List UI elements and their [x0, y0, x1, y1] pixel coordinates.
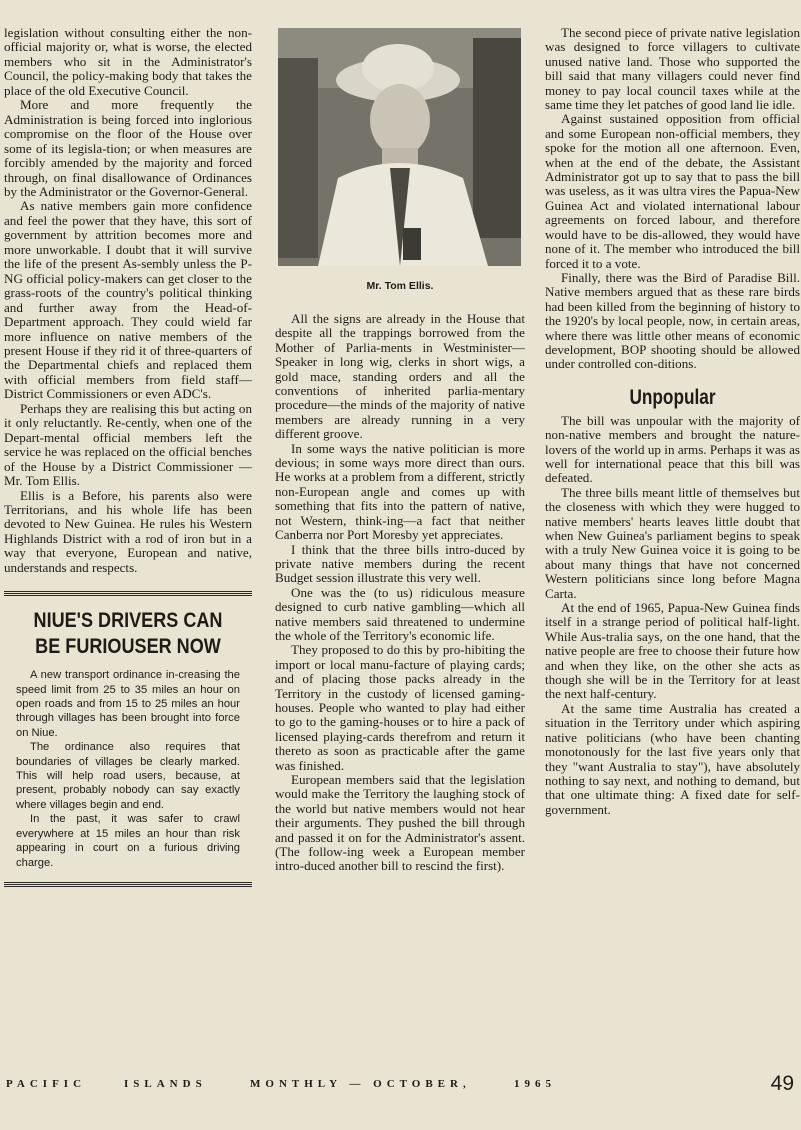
paragraph: I think that the three bills intro-duced by private native members during the recent Budget session illustrate this very well.	[275, 541, 525, 586]
paragraph: The ordinance also requires that boundaries of villages be clearly marked. This will help road users, because, at present, probably nobody can say exactly where villages begin and end.	[16, 741, 240, 811]
paragraph: At the end of 1965, Papua-New Guinea finds itself in a strange period of political half-light. While Aus-tralia says, on the one hand, that the native people are free to choose their future how and when they like, on the other she acts as though she will be in the Territory for at least the next half-century.	[545, 600, 800, 702]
portrait-photo	[278, 28, 521, 266]
headline-line-2: BE FURIOUSER NOW	[35, 635, 221, 659]
paragraph: The second piece of private native legislation was designed to force villagers to cultivate unused native land. Those who supported the bill said that many villagers could never find money to pay local council taxes while at the same time they let patches of good land lie idle.	[545, 25, 800, 113]
paragraph: One was the (to us) ridiculous measure designed to curb native gambling—which all native members said threatened to undermine the whole of the Territory's economic life.	[275, 584, 525, 643]
page-number: 49	[770, 1072, 794, 1095]
article-text-col1	[4, 26, 252, 575]
sidebar-headline	[21, 608, 234, 660]
paragraph: All the signs are already in the House that despite all the trappings borrowed from the Mother of Parlia-ments in Westminister—Speaker in long wig, clerks in short wigs, a gold mace, standing orders and all the conventions of inherited parlia-mentary procedure—the minds of the majority of native members are already running in a very different groove.	[275, 311, 525, 442]
article-text-col3b	[545, 414, 800, 817]
paragraph: At the same time Australia has created a situation in the Territory under which aspiring native politicians (who have been chanting monotonously for the last five years only that they "want Australia to stay"), have absolutely nothing to say next, and nothing to demand, but that one ultimate thing: A fixed date for self-government.	[545, 700, 800, 817]
portrait-image	[278, 28, 521, 266]
column-middle	[275, 28, 525, 874]
paragraph: The three bills meant little of themselves but the closeness with which they were hugged to native members' hearts leaves little doubt that when New Guinea's parliament begins to speak with a truly New Guinea voice it is going to be about many things that have not concerned Western politicians since long before Magna Carta.	[545, 484, 800, 601]
footer-word: PACIFIC	[6, 1078, 87, 1090]
photo-caption: Mr. Tom Ellis.	[366, 280, 434, 292]
paragraph: In some ways the native politician is more devious; in some ways more direct than ours. He works at a problem from a different, strictly non-European angle and comes up with something that fits into the pattern of native, not Western, think-ing—a fact that neither Canberra nor Port Moresby yet appreciates.	[275, 440, 525, 543]
column-left	[4, 26, 252, 887]
paragraph: Against sustained opposition from official and some European non-official members, they spoke for the motion all one afternoon. Even, when at the end of the debate, the Assistant Administrator got up to say that to pass the bill was useless, as it was ultra vires the Papua-New Guinea Act and violated international labour agreements on forced labour, and therefore would have to be dis-allowed, they would have none of it. The member who introduced the bill forced it to a vote.	[545, 111, 800, 271]
column-right	[545, 26, 800, 817]
paragraph: The bill was unpoular with the majority of non-native members and brought the nature-lovers of the world up in arms. Perhaps it was as well for international peace that this bill was defeated.	[545, 412, 800, 486]
paragraph: European members said that the legislation would make the Territory the laughing stock of the world but native members would not hear their arguments. They pushed the bill through and passed it on for the Administrator's assent. (The follow-ing week a European member intro-duced another bill to rescind the first).	[275, 772, 525, 874]
sidebar-text	[4, 668, 252, 870]
footer-year: 1965	[514, 1078, 556, 1090]
page-footer	[6, 1072, 796, 1108]
paragraph: A new transport ordinance in-creasing the speed limit from 25 to 35 miles an hour on open roads and from 15 to 25 miles an hour through villages has been brought into force on Niue.	[16, 669, 240, 739]
paragraph: Finally, there was the Bird of Paradise Bill. Native members argued that as these rare birds had been killed from the beginning of history to the 1920's by local people, now, in certain areas, where there was little other means of economic development, BOP shooting should be allowed under controlled con-ditions.	[545, 269, 800, 372]
sidebar-box	[4, 591, 252, 887]
article-text-col3a	[545, 26, 800, 372]
footer-word: ISLANDS	[124, 1078, 207, 1090]
paragraph: legislation without consulting either the non-official majority or, what is worse, the elected members who sit in the Administrator's Council, the policy-making body that takes the place of the old Executive Council.	[4, 25, 252, 98]
paragraph: In the past, it was safer to crawl everywhere at 15 miles an hour than risk appearing in court on a furious driving charge.	[16, 813, 240, 869]
paragraph: Ellis is a Before, his parents also were Territorians, and his whole life has been devoted to New Guinea. He rules his Western Highlands District with a rod of iron but in a way that everyone, European and native, understands and respects.	[4, 487, 252, 575]
paragraph: Perhaps they are realising this but acting on it only reluctantly. Re-cently, when one of the Depart-mental official members left the service he was replaced on the official benches of the House by a District Commissioner — Mr. Tom Ellis.	[4, 400, 252, 489]
paragraph: They proposed to do this by pro-hibiting the import or local manu-facture of playing cards; and of placing those packs already in the Territory in the custody of licensed gaming-houses. People who wanted to play had either to go to the gaming-houses or to hire a pack of licensed playing-cards therefrom and return it thereto as soon as practicable after the game was finished.	[275, 642, 525, 773]
paragraph: As native members gain more confidence and feel the power that they have, this sort of government by attrition becomes more and more unworkable. I doubt that it will survive the life of the present As-sembly unless the P-NG official policy-makers can get closer to the grass-roots of the country's political thinking and further away from the Head-of-Department approach. They could wield far more influence on native members of the present House if they rid it of three-quarters of the Departmental chiefs and replaced them with official members from field staff—District Commissioners or even ADC's.	[4, 198, 252, 402]
footer-word: MONTHLY — OCTOBER,	[250, 1078, 471, 1090]
paragraph: More and more frequently the Administration is being forced into inglorious compromise on the floor of the House over some of its legisla-tion; or when measures are forcibly amended by the majority and forced through, on final disallowance of Ordinances by the Administrator or the Governor-General.	[4, 97, 252, 199]
bottom-rule	[4, 882, 252, 887]
headline-line-1: NIUE'S DRIVERS CAN	[33, 609, 223, 633]
article-text-col2	[275, 312, 525, 874]
subheading: Unpopular	[629, 385, 716, 409]
top-rule	[4, 591, 252, 596]
